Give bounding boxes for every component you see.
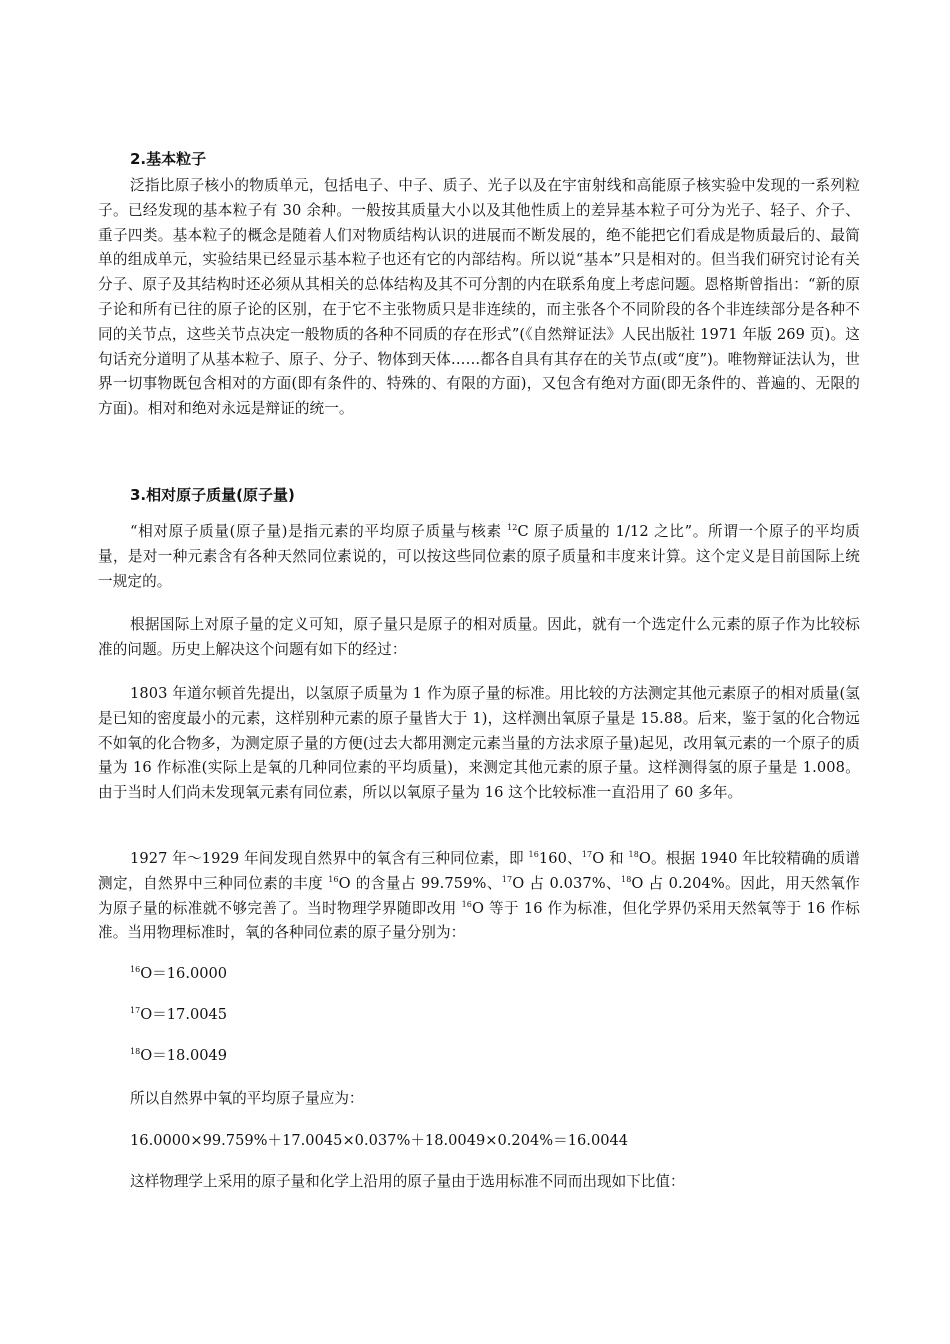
paragraph-ratio-intro: 这样物理学上采用的原子量和化学上沿用的原子量由于选用标准不同而出现如下比值： [130, 1173, 685, 1190]
isotope-superscript: 18 [130, 1047, 141, 1056]
isotope-superscript: 17 [581, 850, 593, 859]
isotope-superscript: 17 [130, 1006, 141, 1015]
text-run: O 占 0.204%。因此，用天然氧作为原子量的标准就不够完善了。当时物理学界随即改用 [98, 874, 860, 917]
section-heading-relative-atomic-mass: 3.相对原子质量(原子量) [130, 486, 295, 504]
isotope-superscript: 12 [507, 523, 518, 532]
isotope-superscript: 16 [328, 874, 339, 884]
isotope-value: O＝17.0045 [140, 1006, 228, 1023]
paragraph-elementary-particles: 泛指比原子核小的物质单元，包括电子、中子、质子、光子以及在宇宙射线和高能原子核实验中发现的一系列粒子。已经发现的基本粒子有 30 余种。一般按其质量大小以及其他性质上的差异基本粒子可分为光子、轻子、介子、重子四类。基本粒子的概念是随着人们对物质结构认识的进展而不断发展的，绝不能把它们看成是物质最后的、最简单的组成单元，实验结果已经显示基本粒子也还有它的内部结构。所以说“基本”只是相对的。但当我们研究讨论有关分子、原子及其结构时还必须从其相关的总体结构及其不可分割的内在联系角度上考虑问题。恩格斯曾指出：“新的原子论和所有已往的原子论的区别，在于它不主张物质只是非连续的，而主张各个不同阶段的各个非连续部分是各种不同的关节点，这些关节点决定一般物质的各种不同质的存在形式”(《自然辩证法》人民出版社 1971 年版 269 页)。这句话充分道明了从基本粒子、原子、分子、物体到天体……都各自具有其存在的关节点(或“度”)。唯物辩证法认为，世界一切事物既包含相对的方面(即有条件的、特殊的、有限的方面)，又包含有绝对方面(即无条件的、普遍的、无限的方面)。相对和绝对永远是辩证的统一。 [98, 177, 860, 418]
isotope-superscript: 17 [501, 874, 513, 884]
text-run: O 和 [592, 850, 629, 867]
isotope-mass-o18 [130, 1046, 227, 1066]
text-run: “相对原子质量(原子量)是指元素的平均原子质量与核素 [130, 523, 508, 540]
isotope-value: O＝18.0049 [140, 1047, 228, 1064]
isotope-superscript: 16 [130, 965, 141, 974]
paragraph-oxygen-isotopes [98, 847, 860, 946]
text-run: O 等于 16 作为标准，但化学界仍采用天然氧等于 16 作标准。当用物理标准时，氧的各种同位素的原子量分别为： [98, 899, 860, 942]
paragraph-standard-question: 根据国际上对原子量的定义可知，原子量只是原子的相对质量。因此，就有一个选定什么元素的原子作为比较标准的问题。历史上解决这个问题有如下的经过： [98, 616, 860, 658]
isotope-mass-o16 [130, 964, 227, 984]
paragraph-dalton-history: 1803 年道尔顿首先提出，以氢原子质量为 1 作为原子量的标准。用比较的方法测定其他元素原子的相对质量(氢是已知的密度最小的元素，这样别种元素的原子量皆大于 1)，这样测出氧原子量是 15.88。后来，鉴于氢的化合物远不如氧的化合物多，为测定原子量的方便(过去大都用测定元素当量的方法求原子量)起见，改用氧元素的一个原子的质量为 16 作标准(实际上是氧的几种同位素的平均质量)，来测定其他元素的原子量。这样测得氢的原子量是 1.008。由于当时人们尚未发现氧元素有同位素，所以以氧原子量为 16 这个比较标准一直沿用了 60 多年。 [98, 685, 860, 802]
paragraph-definition [98, 520, 860, 594]
paragraph-average-intro: 所以自然界中氧的平均原子量应为： [130, 1090, 364, 1107]
text-run: 160、 [538, 850, 582, 867]
isotope-value: O＝16.0000 [140, 965, 228, 982]
section-heading-elementary-particles: 2.基本粒子 [130, 150, 207, 168]
text-run: C 原子质量的 1/12 之比”。所谓一个原子的平均质量，是对一种元素含有各种天然同位素说的，可以按这些同位素的原子质量和丰度来计算。这个定义是目前国际上统一规定的。 [98, 523, 860, 590]
average-mass-formula: 16.0000×99.759%＋17.0045×0.037%＋18.0049×0.204%＝16.0044 [130, 1132, 629, 1149]
isotope-superscript: 16 [528, 850, 539, 859]
isotope-superscript: 18 [628, 850, 639, 859]
text-run: 1927 年～1929 年间发现自然界中的氧含有三种同位素，即 [130, 850, 529, 867]
isotope-superscript: 16 [461, 899, 472, 909]
text-run: O 的含量占 99.759%、 [338, 874, 502, 892]
text-run: O 占 0.037%、 [512, 874, 622, 892]
text-run: O。根据 1940 年比较精确的质谱测定，自然界中三种同位素的丰度 [98, 850, 860, 892]
isotope-mass-o17 [130, 1005, 227, 1025]
isotope-superscript: 18 [621, 874, 632, 884]
